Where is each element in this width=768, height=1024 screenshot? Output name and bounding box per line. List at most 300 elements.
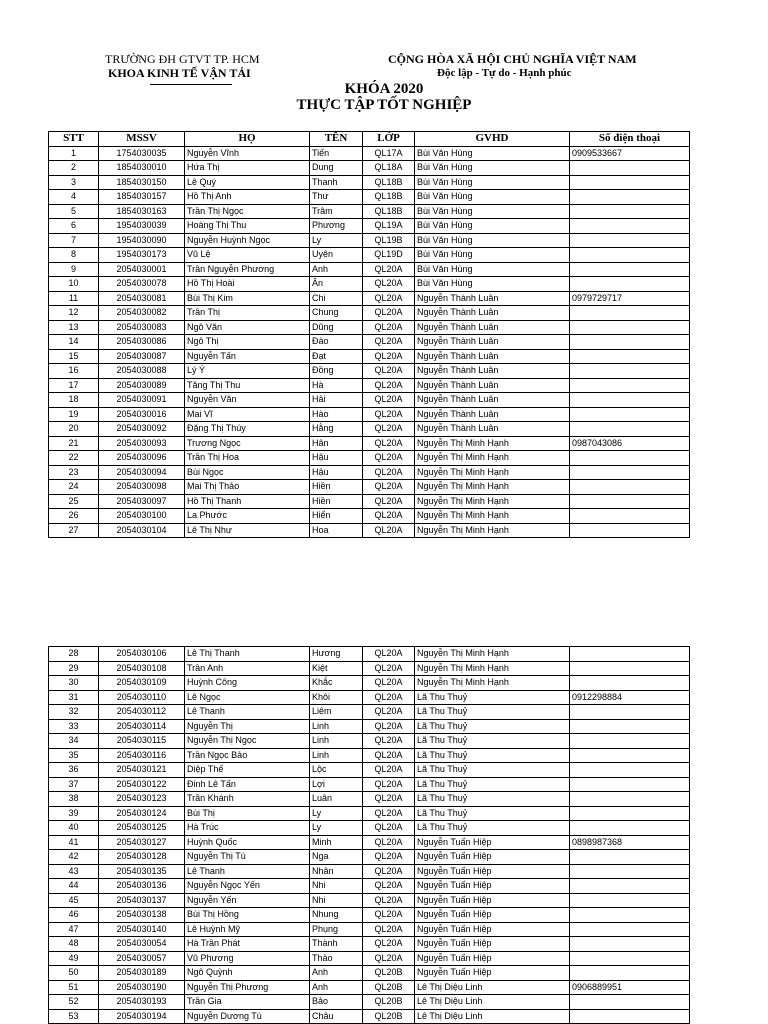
cell-lop: QL20A bbox=[363, 922, 415, 937]
cell-stt: 18 bbox=[49, 393, 99, 408]
cell-ten: Hậu bbox=[310, 465, 363, 480]
cell-lop: QL18A bbox=[363, 161, 415, 176]
cell-lop: QL20A bbox=[363, 407, 415, 422]
cell-phone: 0906889951 bbox=[570, 980, 690, 995]
document-title: THỰC TẬP TỐT NGHIỆP bbox=[296, 97, 472, 113]
table-row bbox=[49, 436, 690, 451]
table-row bbox=[49, 451, 690, 466]
table-row bbox=[49, 146, 690, 161]
cell-ho: Hồ Thị Anh bbox=[185, 190, 310, 205]
cell-ho: Vũ Lệ bbox=[185, 248, 310, 263]
table-row bbox=[49, 661, 690, 676]
table-row bbox=[49, 407, 690, 422]
cell-phone bbox=[570, 748, 690, 763]
cell-mssv: 2054030108 bbox=[99, 661, 185, 676]
cell-mssv: 2054030193 bbox=[99, 995, 185, 1010]
cell-ten: Nhân bbox=[310, 864, 363, 879]
cell-lop: QL19A bbox=[363, 219, 415, 234]
cell-phone bbox=[570, 647, 690, 662]
cell-gvhd: Nguyễn Thành Luân bbox=[415, 306, 570, 321]
student-table-part-1 bbox=[48, 131, 690, 538]
cell-mssv: 2054030124 bbox=[99, 806, 185, 821]
cell-stt: 28 bbox=[49, 647, 99, 662]
cell-gvhd: Bùi Văn Hùng bbox=[415, 161, 570, 176]
cell-phone bbox=[570, 219, 690, 234]
cell-ho: Nguyễn Tấn bbox=[185, 349, 310, 364]
cell-lop: QL20A bbox=[363, 690, 415, 705]
cell-gvhd: Lã Thu Thuỷ bbox=[415, 748, 570, 763]
cell-ho: Lê Thị Như bbox=[185, 523, 310, 538]
table-row bbox=[49, 835, 690, 850]
cell-phone bbox=[570, 879, 690, 894]
cell-phone bbox=[570, 734, 690, 749]
cell-stt: 34 bbox=[49, 734, 99, 749]
cell-lop: QL18B bbox=[363, 190, 415, 205]
cell-phone bbox=[570, 966, 690, 981]
cell-lop: QL20A bbox=[363, 893, 415, 908]
cell-ho: La Phước bbox=[185, 509, 310, 524]
table-row bbox=[49, 393, 690, 408]
cell-gvhd: Nguyễn Thị Minh Hạnh bbox=[415, 676, 570, 691]
cell-stt: 6 bbox=[49, 219, 99, 234]
cell-mssv: 2054030123 bbox=[99, 792, 185, 807]
cell-ho: Lê Thanh bbox=[185, 864, 310, 879]
table-row bbox=[49, 190, 690, 205]
cell-lop: QL20A bbox=[363, 850, 415, 865]
cell-phone bbox=[570, 937, 690, 952]
cell-stt: 20 bbox=[49, 422, 99, 437]
cell-ten: Anh bbox=[310, 262, 363, 277]
cell-ten: Trâm bbox=[310, 204, 363, 219]
cell-mssv: 2054030140 bbox=[99, 922, 185, 937]
cell-ten: Thanh bbox=[310, 175, 363, 190]
cell-stt: 24 bbox=[49, 480, 99, 495]
cell-stt: 44 bbox=[49, 879, 99, 894]
cell-lop: QL20A bbox=[363, 480, 415, 495]
cell-phone bbox=[570, 233, 690, 248]
table-row bbox=[49, 748, 690, 763]
table-row bbox=[49, 219, 690, 234]
cell-ten: Hằng bbox=[310, 422, 363, 437]
cell-ho: Hà Trần Phát bbox=[185, 937, 310, 952]
cell-ho: Trần Nguyễn Phương bbox=[185, 262, 310, 277]
cell-ho: Nguyễn Huỳnh Ngọc bbox=[185, 233, 310, 248]
cell-lop: QL18B bbox=[363, 204, 415, 219]
cell-phone bbox=[570, 523, 690, 538]
table-row bbox=[49, 908, 690, 923]
cell-ten: Linh bbox=[310, 719, 363, 734]
cell-ho: Nguyễn Thị Phương bbox=[185, 980, 310, 995]
table-row bbox=[49, 922, 690, 937]
school-name: TRƯỜNG ĐH GTVT TP. HCM bbox=[105, 52, 260, 66]
cell-phone bbox=[570, 422, 690, 437]
cell-gvhd: Bùi Văn Hùng bbox=[415, 233, 570, 248]
cell-lop: QL20A bbox=[363, 647, 415, 662]
cell-mssv: 2054030089 bbox=[99, 378, 185, 393]
table-body-part-1 bbox=[49, 146, 690, 538]
cell-lop: QL20A bbox=[363, 262, 415, 277]
cell-stt: 37 bbox=[49, 777, 99, 792]
cell-ho: Trần Anh bbox=[185, 661, 310, 676]
cell-gvhd: Lã Thu Thuỷ bbox=[415, 806, 570, 821]
cell-ten: Đạt bbox=[310, 349, 363, 364]
cell-ho: Ngô Quỳnh bbox=[185, 966, 310, 981]
cell-ten: Luân bbox=[310, 792, 363, 807]
cell-stt: 4 bbox=[49, 190, 99, 205]
cell-mssv: 2054030122 bbox=[99, 777, 185, 792]
cell-lop: QL20A bbox=[363, 864, 415, 879]
cell-phone bbox=[570, 763, 690, 778]
cell-ho: Nguyễn Thị bbox=[185, 719, 310, 734]
cell-gvhd: Nguyễn Thành Luân bbox=[415, 393, 570, 408]
cell-mssv: 2054030083 bbox=[99, 320, 185, 335]
cell-ten: Hiền bbox=[310, 494, 363, 509]
cell-lop: QL20B bbox=[363, 1009, 415, 1024]
cell-ho: Lê Ngọc bbox=[185, 690, 310, 705]
cell-mssv: 2054030087 bbox=[99, 349, 185, 364]
cell-mssv: 2054030096 bbox=[99, 451, 185, 466]
cell-stt: 9 bbox=[49, 262, 99, 277]
cell-gvhd: Nguyễn Thị Minh Hạnh bbox=[415, 480, 570, 495]
table-row bbox=[49, 864, 690, 879]
cell-lop: QL20A bbox=[363, 465, 415, 480]
cell-mssv: 2054030125 bbox=[99, 821, 185, 836]
table-row bbox=[49, 277, 690, 292]
cell-ten: Anh bbox=[310, 966, 363, 981]
cell-stt: 13 bbox=[49, 320, 99, 335]
cell-gvhd: Nguyễn Thị Minh Hạnh bbox=[415, 509, 570, 524]
table-row bbox=[49, 647, 690, 662]
cell-ho: Nguyễn Dương Tú bbox=[185, 1009, 310, 1024]
cell-ho: Trần Khánh bbox=[185, 792, 310, 807]
cell-phone bbox=[570, 908, 690, 923]
cell-mssv: 2054030127 bbox=[99, 835, 185, 850]
cell-lop: QL20A bbox=[363, 306, 415, 321]
cell-stt: 2 bbox=[49, 161, 99, 176]
cell-stt: 31 bbox=[49, 690, 99, 705]
table-row bbox=[49, 320, 690, 335]
table-row bbox=[49, 777, 690, 792]
table-row bbox=[49, 248, 690, 263]
cell-phone bbox=[570, 893, 690, 908]
cell-stt: 40 bbox=[49, 821, 99, 836]
cell-gvhd: Nguyễn Thành Luân bbox=[415, 291, 570, 306]
cell-phone bbox=[570, 204, 690, 219]
cell-ho: Mai Vĩ bbox=[185, 407, 310, 422]
cell-stt: 35 bbox=[49, 748, 99, 763]
cell-ten: Anh bbox=[310, 980, 363, 995]
cell-mssv: 2054030106 bbox=[99, 647, 185, 662]
table-row bbox=[49, 1009, 690, 1024]
cell-ten: Chung bbox=[310, 306, 363, 321]
cell-ten: Hoa bbox=[310, 523, 363, 538]
cell-stt: 17 bbox=[49, 378, 99, 393]
cell-stt: 26 bbox=[49, 509, 99, 524]
cell-lop: QL20A bbox=[363, 523, 415, 538]
cell-lop: QL20A bbox=[363, 951, 415, 966]
cell-ho: Hồ Thị Hoài bbox=[185, 277, 310, 292]
cell-phone bbox=[570, 1009, 690, 1024]
cell-stt: 43 bbox=[49, 864, 99, 879]
cell-ho: Lê Huỳnh Mỹ bbox=[185, 922, 310, 937]
cell-ho: Lý Ý bbox=[185, 364, 310, 379]
cell-stt: 46 bbox=[49, 908, 99, 923]
cell-ten: Nhung bbox=[310, 908, 363, 923]
cell-mssv: 2054030136 bbox=[99, 879, 185, 894]
cell-ho: Diệp Thế bbox=[185, 763, 310, 778]
cell-mssv: 2054030116 bbox=[99, 748, 185, 763]
cell-phone bbox=[570, 850, 690, 865]
cell-mssv: 2054030097 bbox=[99, 494, 185, 509]
cell-lop: QL20A bbox=[363, 661, 415, 676]
cell-mssv: 2054030104 bbox=[99, 523, 185, 538]
cell-stt: 22 bbox=[49, 451, 99, 466]
cell-phone bbox=[570, 378, 690, 393]
cell-ho: Hồ Thị Thanh bbox=[185, 494, 310, 509]
cell-ho: Tăng Thị Thu bbox=[185, 378, 310, 393]
cell-lop: QL20A bbox=[363, 393, 415, 408]
cell-mssv: 2054030082 bbox=[99, 306, 185, 321]
cell-gvhd: Nguyễn Thành Luân bbox=[415, 349, 570, 364]
table-row bbox=[49, 690, 690, 705]
table-row bbox=[49, 175, 690, 190]
cell-ho: Trần Thị Ngọc bbox=[185, 204, 310, 219]
table-row bbox=[49, 364, 690, 379]
cell-ho: Hà Trúc bbox=[185, 821, 310, 836]
table-row bbox=[49, 763, 690, 778]
cell-gvhd: Bùi Văn Hùng bbox=[415, 146, 570, 161]
cell-phone bbox=[570, 248, 690, 263]
cell-ten: Hiền bbox=[310, 480, 363, 495]
cell-gvhd: Nguyễn Thành Luân bbox=[415, 335, 570, 350]
column-header-ten: TÊN bbox=[310, 132, 363, 147]
cell-phone bbox=[570, 951, 690, 966]
cell-ten: Phụng bbox=[310, 922, 363, 937]
cell-gvhd: Nguyễn Tuấn Hiệp bbox=[415, 835, 570, 850]
cell-ho: Nguyễn Vĩnh bbox=[185, 146, 310, 161]
cell-gvhd: Nguyễn Tuấn Hiệp bbox=[415, 922, 570, 937]
cell-lop: QL20A bbox=[363, 349, 415, 364]
cell-stt: 30 bbox=[49, 676, 99, 691]
table-row bbox=[49, 937, 690, 952]
cell-ten: Tiến bbox=[310, 146, 363, 161]
cell-mssv: 2054030057 bbox=[99, 951, 185, 966]
table-row bbox=[49, 422, 690, 437]
cell-mssv: 1754030035 bbox=[99, 146, 185, 161]
cell-stt: 10 bbox=[49, 277, 99, 292]
cell-ten: Hậu bbox=[310, 451, 363, 466]
cell-ho: Huỳnh Công bbox=[185, 676, 310, 691]
cell-ten: Châu bbox=[310, 1009, 363, 1024]
cell-ten: Minh bbox=[310, 835, 363, 850]
cell-stt: 50 bbox=[49, 966, 99, 981]
table-row bbox=[49, 806, 690, 821]
cell-stt: 52 bbox=[49, 995, 99, 1010]
cell-gvhd: Bùi Văn Hùng bbox=[415, 262, 570, 277]
cell-lop: QL19D bbox=[363, 248, 415, 263]
cell-mssv: 2054030128 bbox=[99, 850, 185, 865]
cell-ho: Ngô Văn bbox=[185, 320, 310, 335]
cell-gvhd: Nguyễn Thành Luân bbox=[415, 364, 570, 379]
cell-lop: QL20A bbox=[363, 277, 415, 292]
cell-ho: Bùi Thị bbox=[185, 806, 310, 821]
cell-phone bbox=[570, 676, 690, 691]
cell-ho: Bùi Ngọc bbox=[185, 465, 310, 480]
cell-gvhd: Nguyễn Thị Minh Hạnh bbox=[415, 647, 570, 662]
cell-phone bbox=[570, 277, 690, 292]
cell-mssv: 2054030016 bbox=[99, 407, 185, 422]
cell-mssv: 2054030078 bbox=[99, 277, 185, 292]
cell-ten: Nhi bbox=[310, 879, 363, 894]
cell-gvhd: Nguyễn Thị Minh Hạnh bbox=[415, 451, 570, 466]
table-row bbox=[49, 233, 690, 248]
cell-ten: Hiển bbox=[310, 509, 363, 524]
cell-ho: Nguyễn Văn bbox=[185, 393, 310, 408]
table-row bbox=[49, 734, 690, 749]
cell-lop: QL18B bbox=[363, 175, 415, 190]
cell-ten: Hà bbox=[310, 378, 363, 393]
cell-gvhd: Nguyễn Thị Minh Hạnh bbox=[415, 523, 570, 538]
cell-gvhd: Lã Thu Thuỷ bbox=[415, 690, 570, 705]
cell-phone: 0898987368 bbox=[570, 835, 690, 850]
table-row bbox=[49, 676, 690, 691]
table-row bbox=[49, 792, 690, 807]
cell-stt: 38 bbox=[49, 792, 99, 807]
cell-phone bbox=[570, 407, 690, 422]
cell-ho: Trần Thị Hoa bbox=[185, 451, 310, 466]
cell-ten: Ly bbox=[310, 821, 363, 836]
cell-gvhd: Nguyễn Tuấn Hiệp bbox=[415, 893, 570, 908]
cell-lop: QL20A bbox=[363, 451, 415, 466]
cell-mssv: 2054030114 bbox=[99, 719, 185, 734]
cell-mssv: 2054030112 bbox=[99, 705, 185, 720]
cell-mssv: 2054030194 bbox=[99, 1009, 185, 1024]
cell-mssv: 1854030010 bbox=[99, 161, 185, 176]
cell-ten: Hải bbox=[310, 393, 363, 408]
cell-ho: Lê Thanh bbox=[185, 705, 310, 720]
cell-phone bbox=[570, 306, 690, 321]
cell-ho: Nguyễn Ngọc Yến bbox=[185, 879, 310, 894]
cell-gvhd: Lã Thu Thuỷ bbox=[415, 821, 570, 836]
table-row bbox=[49, 480, 690, 495]
cell-gvhd: Lã Thu Thuỷ bbox=[415, 705, 570, 720]
cell-mssv: 2054030137 bbox=[99, 893, 185, 908]
cell-gvhd: Lê Thị Diệu Linh bbox=[415, 1009, 570, 1024]
cell-phone bbox=[570, 465, 690, 480]
national-title: CỘNG HÒA XÃ HỘI CHỦ NGHĨA VIỆT NAM bbox=[388, 52, 637, 66]
table-row bbox=[49, 291, 690, 306]
cell-lop: QL20A bbox=[363, 719, 415, 734]
cell-gvhd: Lê Thị Diệu Linh bbox=[415, 980, 570, 995]
cell-mssv: 2054030190 bbox=[99, 980, 185, 995]
cell-ho: Bùi Thị Hồng bbox=[185, 908, 310, 923]
cell-gvhd: Bùi Văn Hùng bbox=[415, 204, 570, 219]
cell-mssv: 2054030054 bbox=[99, 937, 185, 952]
cell-lop: QL20B bbox=[363, 966, 415, 981]
cell-gvhd: Nguyễn Thành Luân bbox=[415, 422, 570, 437]
cell-stt: 42 bbox=[49, 850, 99, 865]
cell-ho: Trần Gia bbox=[185, 995, 310, 1010]
cell-stt: 23 bbox=[49, 465, 99, 480]
cell-ten: Ly bbox=[310, 233, 363, 248]
table-body-part-2 bbox=[49, 647, 690, 1024]
cell-phone: 0979729717 bbox=[570, 291, 690, 306]
cell-gvhd: Nguyễn Thành Luân bbox=[415, 378, 570, 393]
cell-mssv: 2054030110 bbox=[99, 690, 185, 705]
column-header-mssv: MSSV bbox=[99, 132, 185, 147]
cell-phone bbox=[570, 262, 690, 277]
cell-lop: QL20A bbox=[363, 792, 415, 807]
cell-mssv: 1954030173 bbox=[99, 248, 185, 263]
cell-stt: 5 bbox=[49, 204, 99, 219]
cell-ten: Ly bbox=[310, 806, 363, 821]
cell-mssv: 2054030115 bbox=[99, 734, 185, 749]
cell-ten: Nhi bbox=[310, 893, 363, 908]
cell-lop: QL20A bbox=[363, 937, 415, 952]
table-header-row bbox=[49, 132, 690, 147]
cell-phone bbox=[570, 480, 690, 495]
cell-ho: Huỳnh Quốc bbox=[185, 835, 310, 850]
cell-stt: 21 bbox=[49, 436, 99, 451]
cell-phone bbox=[570, 494, 690, 509]
table-row bbox=[49, 378, 690, 393]
cell-gvhd: Lã Thu Thuỷ bbox=[415, 792, 570, 807]
cell-phone: 0987043086 bbox=[570, 436, 690, 451]
cell-gvhd: Bùi Văn Hùng bbox=[415, 175, 570, 190]
cell-mssv: 2054030138 bbox=[99, 908, 185, 923]
table-row bbox=[49, 719, 690, 734]
cell-stt: 36 bbox=[49, 763, 99, 778]
cell-lop: QL20A bbox=[363, 835, 415, 850]
column-header-stt: STT bbox=[49, 132, 99, 147]
cell-mssv: 2054030093 bbox=[99, 436, 185, 451]
cell-phone: 0909533667 bbox=[570, 146, 690, 161]
table-row bbox=[49, 494, 690, 509]
table-row bbox=[49, 893, 690, 908]
cell-stt: 39 bbox=[49, 806, 99, 821]
cell-gvhd: Bùi Văn Hùng bbox=[415, 219, 570, 234]
cell-lop: QL20A bbox=[363, 879, 415, 894]
cell-gvhd: Lê Thị Diệu Linh bbox=[415, 995, 570, 1010]
cell-stt: 47 bbox=[49, 922, 99, 937]
cell-lop: QL19B bbox=[363, 233, 415, 248]
table-row bbox=[49, 306, 690, 321]
cell-phone bbox=[570, 349, 690, 364]
cell-phone bbox=[570, 320, 690, 335]
table-row bbox=[49, 951, 690, 966]
cell-stt: 41 bbox=[49, 835, 99, 850]
table-row bbox=[49, 980, 690, 995]
table-row bbox=[49, 262, 690, 277]
cell-ho: Nguyễn Thị Tú bbox=[185, 850, 310, 865]
table-row bbox=[49, 161, 690, 176]
cell-ho: Đặng Thị Thúy bbox=[185, 422, 310, 437]
cell-gvhd: Lã Thu Thuỷ bbox=[415, 763, 570, 778]
table-row bbox=[49, 335, 690, 350]
cell-stt: 27 bbox=[49, 523, 99, 538]
cell-mssv: 2054030001 bbox=[99, 262, 185, 277]
cell-lop: QL20A bbox=[363, 335, 415, 350]
cell-stt: 3 bbox=[49, 175, 99, 190]
column-header-gvhd: GVHD bbox=[415, 132, 570, 147]
cell-phone bbox=[570, 922, 690, 937]
national-motto: Độc lập - Tự do - Hạnh phúc bbox=[437, 67, 572, 79]
cell-mssv: 1854030163 bbox=[99, 204, 185, 219]
cell-gvhd: Lã Thu Thuỷ bbox=[415, 734, 570, 749]
cell-phone bbox=[570, 393, 690, 408]
cell-ten: Thư bbox=[310, 190, 363, 205]
cell-stt: 11 bbox=[49, 291, 99, 306]
